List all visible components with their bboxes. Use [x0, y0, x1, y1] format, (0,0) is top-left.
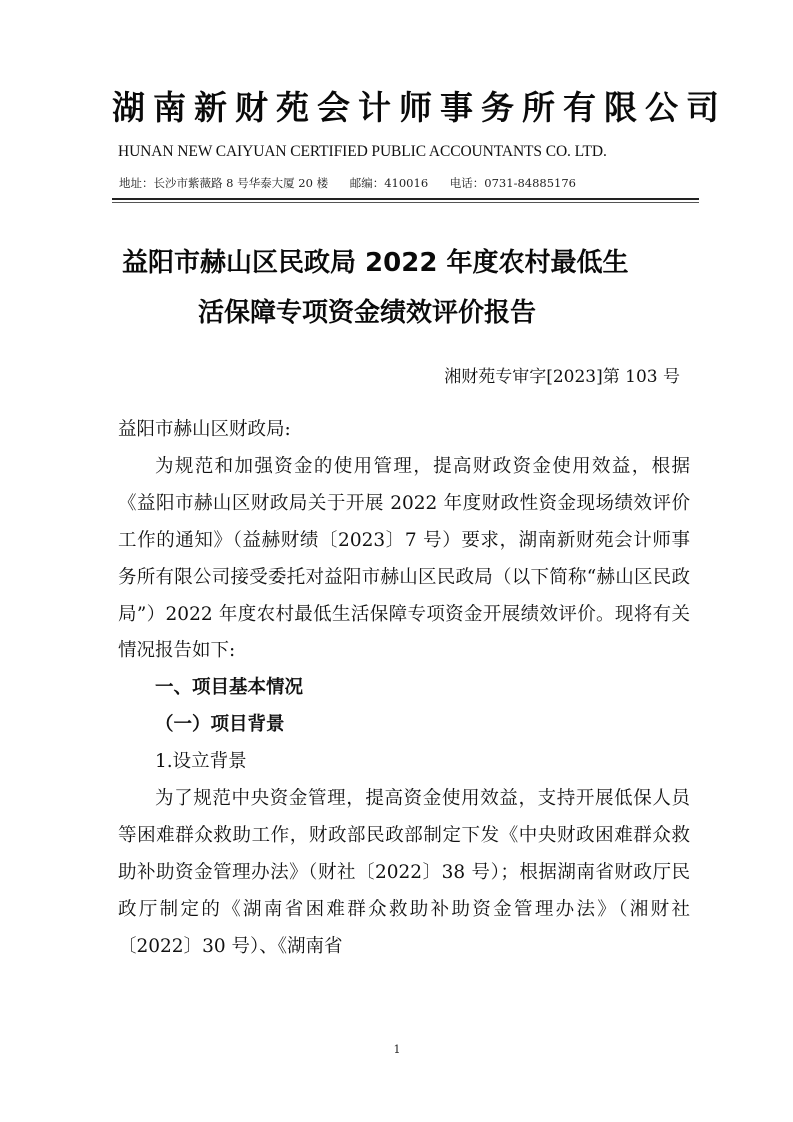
background-paragraph: 为了规范中央资金管理，提高资金使用效益，支持开展低保人员等困难群众救助工作，财政部民政部制定下发《中央财政困难群众救助补助资金管理办法》（财社〔2022〕38 号）；根据湖南省财政厅民政厅制定的《湖南省困难群众救助补助资金管理办法》（湘财社〔2022〕30 号）、《湖南省	[118, 788, 690, 957]
firm-address: 地址：长沙市紫薇路 8 号华泰大厦 20 楼	[119, 176, 329, 190]
report-title	[122, 238, 702, 338]
firm-name-english: HUNAN NEW CAIYUAN CERTIFIED PUBLIC ACCOUNTANTS CO. LTD.	[118, 143, 607, 160]
report-title-line-2: 活保障专项资金绩效评价报告	[198, 298, 537, 328]
report-body	[118, 412, 690, 966]
salutation: 益阳市赫山区财政局:	[118, 419, 291, 440]
section-heading-project-basics: 一、项目基本情况	[155, 677, 304, 699]
firm-phone: 电话：0731-84885176	[449, 176, 576, 190]
intro-paragraph: 为规范和加强资金的使用管理，提高财政资金使用效益，根据《益阳市赫山区财政局关于开展 2022 年度财政性资金现场绩效评价工作的通知》（益赫财绩〔2023〕7 号）要求，湖南新财苑会计师事务所有限公司接受委托对益阳市赫山区民政局（以下简称“赫山区民政局”）2022 年度农村最低生活保障专项资金开展绩效评价。现将有关情况报告如下:	[118, 455, 690, 662]
firm-contact-line	[119, 177, 699, 191]
report-title-line-1: 益阳市赫山区民政局 2022 年度农村最低生	[122, 248, 629, 278]
item-heading-setup-background: 1.设立背景	[155, 751, 247, 773]
document-number: 湘财苑专审字[2023]第 103 号	[444, 367, 680, 387]
firm-postcode: 邮编：410016	[349, 176, 429, 190]
letterhead-divider-thick	[112, 198, 699, 200]
firm-name-chinese: 湖南新财苑会计师事务所有限公司	[112, 88, 727, 127]
page-number: 1	[393, 1043, 401, 1056]
letterhead-divider-thin	[112, 202, 699, 203]
subsection-heading-project-background: （一）项目背景	[155, 714, 285, 736]
